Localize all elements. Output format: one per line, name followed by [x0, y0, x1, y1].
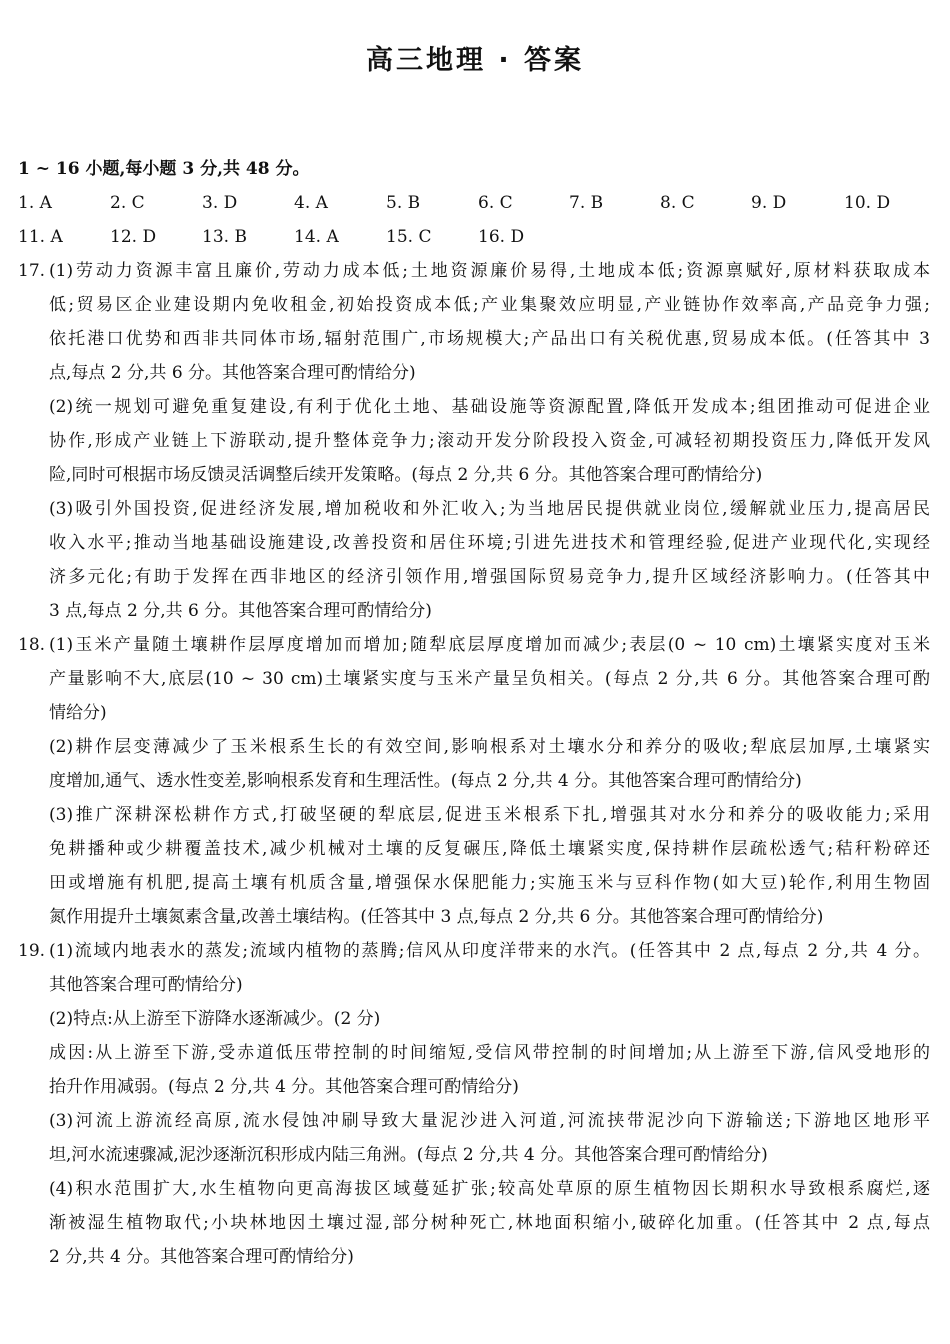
mc-answer: 14. A — [294, 227, 339, 247]
mc-answer: 10. D — [844, 193, 891, 213]
text-line: 坦,河水流速骤减,泥沙逐渐沉积形成内陆三角洲。(每点 2 分,共 4 分。其他答案合理可酌情给分) — [49, 1145, 768, 1165]
mc-answer: 2. C — [110, 193, 145, 213]
q19-part-2-cause — [49, 1036, 930, 1104]
q19-part-3 — [49, 1104, 930, 1172]
text-line: 协作,形成产业链上下游联动,提升整体竞争力;滚动开发分阶段投入资金,可减轻初期投资压力,降低开发风 — [49, 431, 930, 451]
question-number: 18. — [18, 635, 46, 655]
mc-answer: 6. C — [478, 193, 513, 213]
mc-header: 1 ~ 16 小题,每小题 3 分,共 48 分。 — [18, 159, 310, 179]
mc-answer: 7. B — [569, 193, 604, 213]
question-17 — [18, 254, 930, 628]
mc-answer: 11. A — [18, 227, 63, 247]
text-line: 免耕播种或少耕覆盖技术,减少机械对土壤的反复碾压,降低土壤紧实度,保持耕作层疏松透气;秸秆粉碎还 — [49, 839, 930, 859]
mc-row-1 — [18, 186, 930, 220]
mc-answer: 12. D — [110, 227, 157, 247]
text-line: 度增加,通气、透水性变差,影响根系发育和生理活性。(每点 2 分,共 4 分。其他答案合理可酌情给分) — [49, 771, 802, 791]
text-line: 氮作用提升土壤氮素含量,改善土壤结构。(任答其中 3 点,每点 2 分,共 6 分。其他答案合理可酌情给分) — [49, 907, 824, 927]
q19-part-2 — [49, 1002, 930, 1036]
text-line: 产量影响不大,底层(10 ~ 30 cm)土壤紧实度与玉米产量呈负相关。(每点 2 分,共 6 分。其他答案合理可酌 — [49, 669, 930, 689]
mc-answer: 3. D — [202, 193, 238, 213]
q17-part-3 — [49, 492, 930, 628]
question-number: 19. — [18, 941, 46, 961]
text-line: 3 点,每点 2 分,共 6 分。其他答案合理可酌情给分) — [49, 601, 432, 621]
text-line: (1)玉米产量随土壤耕作层厚度增加而增加;随犁底层厚度增加而减少;表层(0 ~ 10 cm)土壤紧实度对玉米 — [49, 635, 930, 655]
text-line: 成因:从上游至下游,受赤道低压带控制的时间缩短,受信风带控制的时间增加;从上游至下游,信风受地形的 — [49, 1043, 930, 1063]
text-line: (2)耕作层变薄减少了玉米根系生长的有效空间,影响根系对土壤水分和养分的吸收;犁底层加厚,土壤紧实 — [49, 737, 930, 757]
text-line: (3)推广深耕深松耕作方式,打破坚硬的犁底层,促进玉米根系下扎,增强其对水分和养分的吸收能力;采用 — [49, 805, 930, 825]
text-line: 2 分,共 4 分。其他答案合理可酌情给分) — [49, 1247, 354, 1267]
text-line: 险,同时可根据市场反馈灵活调整后续开发策略。(每点 2 分,共 6 分。其他答案合理可酌情给分) — [49, 465, 763, 485]
text-line: 情给分) — [49, 703, 107, 723]
answer-content — [18, 152, 930, 1274]
q19-part-4 — [49, 1172, 930, 1274]
q19-part-1 — [49, 934, 930, 1002]
q17-part-1 — [49, 254, 930, 390]
text-line: (3)河流上游流经高原,流水侵蚀冲刷导致大量泥沙进入河道,河流挟带泥沙向下游输送;下游地区地形平 — [49, 1111, 930, 1131]
text-line: 其他答案合理可酌情给分) — [49, 975, 243, 995]
q18-part-2 — [49, 730, 930, 798]
mc-answer: 4. A — [294, 193, 328, 213]
text-line: 田或增施有机肥,提高土壤有机质含量,增强保水保肥能力;实施玉米与豆科作物(如大豆)轮作,利用生物固 — [49, 873, 930, 893]
mc-answer: 5. B — [386, 193, 421, 213]
question-19 — [18, 934, 930, 1274]
mc-answer: 13. B — [202, 227, 247, 247]
question-number: 17. — [18, 261, 46, 281]
question-18 — [18, 628, 930, 934]
q17-part-2 — [49, 390, 930, 492]
mc-answer: 8. C — [660, 193, 695, 213]
text-line: (1)流域内地表水的蒸发;流域内植物的蒸腾;信风从印度洋带来的水汽。(任答其中 2 点,每点 2 分,共 4 分。 — [49, 941, 930, 961]
text-line: 济多元化;有助于发挥在西非地区的经济引领作用,增强国际贸易竞争力,提升区域经济影响力。(任答其中 — [49, 567, 930, 587]
text-line: (4)积水范围扩大,水生植物向更高海拔区域蔓延扩张;较高处草原的原生植物因长期积水导致根系腐烂,逐 — [49, 1179, 930, 1199]
mc-answer: 1. A — [18, 193, 52, 213]
mc-answer: 15. C — [386, 227, 432, 247]
q18-part-3 — [49, 798, 930, 934]
text-line: (2)特点:从上游至下游降水逐渐减少。(2 分) — [49, 1009, 381, 1029]
text-line: (1)劳动力资源丰富且廉价,劳动力成本低;土地资源廉价易得,土地成本低;资源禀赋好,原材料获取成本 — [49, 261, 930, 281]
mc-row-2 — [18, 220, 930, 254]
text-line: (2)统一规划可避免重复建设,有利于优化土地、基础设施等资源配置,降低开发成本;组团推动可促进企业 — [49, 397, 930, 417]
text-line: 收入水平;推动当地基础设施建设,改善投资和居住环境;引进先进技术和管理经验,促进产业现代化,实现经 — [49, 533, 930, 553]
text-line: 抬升作用减弱。(每点 2 分,共 4 分。其他答案合理可酌情给分) — [49, 1077, 519, 1097]
text-line: 依托港口优势和西非共同体市场,辐射范围广,市场规模大;产品出口有关税优惠,贸易成本低。(任答其中 3 — [49, 329, 930, 349]
text-line: (3)吸引外国投资,促进经济发展,增加税收和外汇收入;为当地居民提供就业岗位,缓解就业压力,提高居民 — [49, 499, 930, 519]
text-line: 渐被湿生植物取代;小块林地因土壤过湿,部分树种死亡,林地面积缩小,破碎化加重。(任答其中 2 点,每点 — [49, 1213, 930, 1233]
mc-answer: 9. D — [751, 193, 787, 213]
q18-part-1 — [49, 628, 930, 730]
page-title: 高三地理 · 答案 — [365, 45, 585, 76]
text-line: 点,每点 2 分,共 6 分。其他答案合理可酌情给分) — [49, 363, 416, 383]
text-line: 低;贸易区企业建设期内免收租金,初始投资成本低;产业集聚效应明显,产业链协作效率高,产品竞争力强; — [49, 295, 930, 315]
mc-answer: 16. D — [478, 227, 525, 247]
